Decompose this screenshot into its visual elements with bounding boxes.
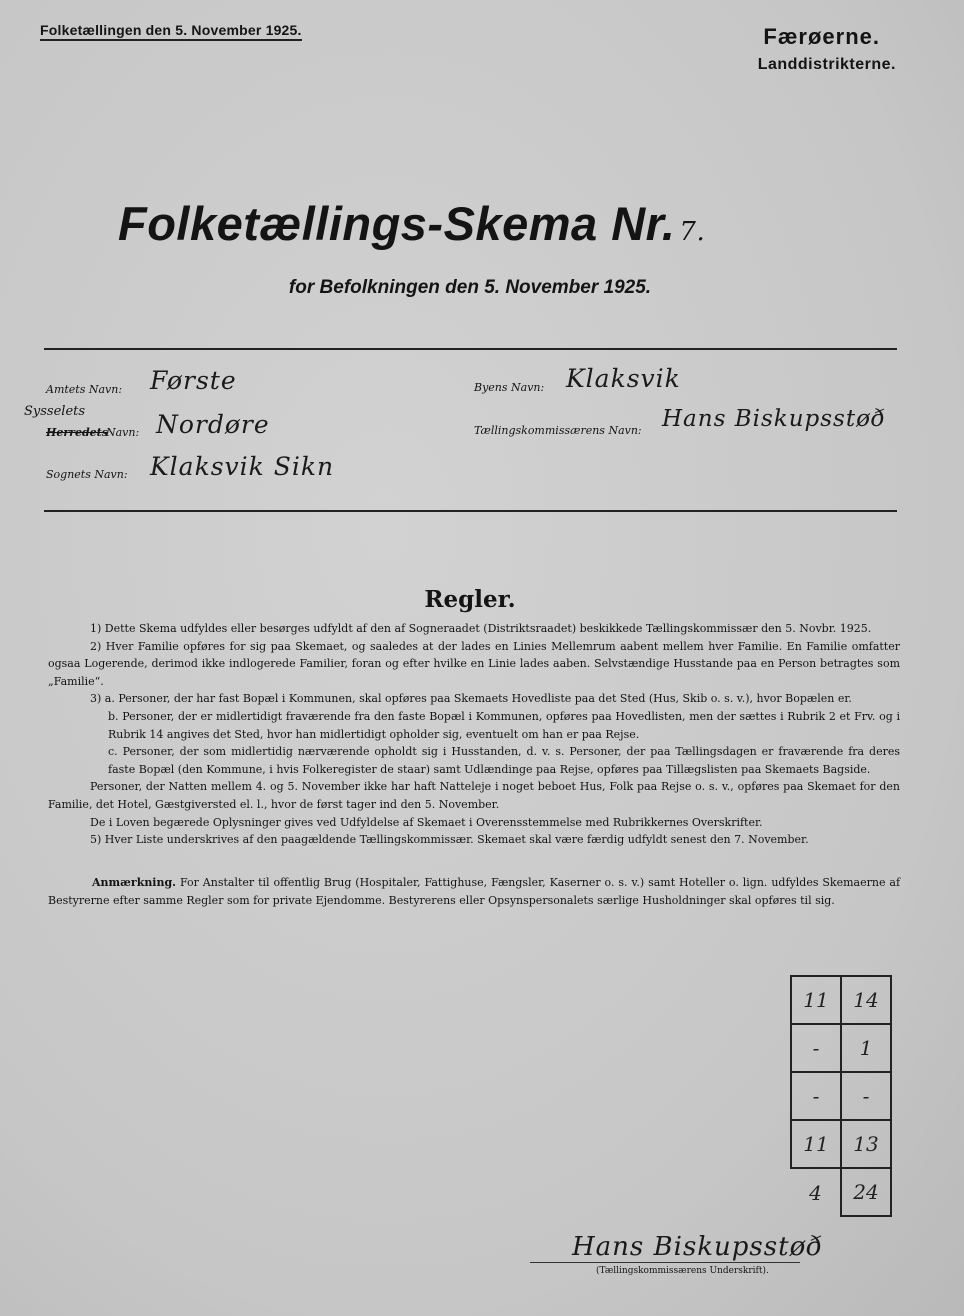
commissioner-signature: Hans Biskupsstøð: [572, 1232, 823, 1262]
herred-struck-label: Herredets: [46, 426, 108, 439]
rule-item: 3) a. Personer, der har fast Bopæl i Kommunen, skal opføres paa Skemaets Hovedliste paa det Sted (Hus, Skib o. s. v.), hvor Bopælen er.: [90, 692, 852, 706]
tally-row: [791, 976, 891, 1024]
sogn-value: Klaksvik Sikn: [150, 452, 335, 481]
tally-cell: -: [791, 1024, 841, 1072]
tally-cell: 11: [791, 976, 841, 1024]
tally-row: [791, 1120, 891, 1168]
rule-item: c. Personer, der som midlertidig nærværende opholdt sig i Husstanden, d. v. s. Personer, der paa Tællingsdagen er fraværende fra deres faste Bopæl (den Kommune, i hvis Folkeregister de staar) samt Udlændinge paa Rejse, opføres paa Tillægslisten paa Skemaets Bagside.: [108, 745, 900, 776]
census-date-header: Folketællingen den 5. November 1925.: [40, 22, 302, 41]
form-title: [118, 196, 705, 251]
annotation-label: Anmærkning.: [92, 876, 177, 889]
amt-value: Første: [150, 366, 237, 395]
region-title: Færøerne.: [763, 24, 880, 49]
tally-cell: 4: [809, 1180, 822, 1205]
rule-item: 5) Hver Liste underskrives af den paagældende Tællingskommissær. Skemaet skal være færdig udfyldt senest den 7. November.: [90, 833, 809, 847]
rule-item: De i Loven begærede Oplysninger gives ved Udfyldelse af Skemaet i Overensstemmelse med Rubrikkernes Overskrifter.: [90, 815, 763, 829]
fields-divider: [44, 510, 897, 512]
kommissaer-value: Hans Biskupsstøð: [662, 406, 886, 432]
form-subtitle: for Befolkningen den 5. November 1925.: [288, 277, 652, 298]
annotation-note: [48, 874, 900, 909]
tally-table: [790, 975, 892, 1217]
rule-item: 2) Hver Familie opføres for sig paa Skemaet, og saaledes at der lades en Linies Mellemrum aabent mellem hver Familie. En Familie omfatter ogsaa Logerende, derimod ikke indlogerede Familier, foran og efter hvilke en Linie lades aaben. Selvstændige Husstande paa en Person betragtes som „Familie“.: [48, 639, 900, 688]
rule-item: Personer, der Natten mellem 4. og 5. November ikke har haft Natteleje i noget beboet Hus, Folk paa Rejse o. s. v., opføres paa Skemaet for den Familie, det Hotel, Gæstgiversted el. l., hvor de først tager ind den 5. November.: [48, 780, 900, 811]
tally-row: [791, 1168, 891, 1216]
tally-cell: 14: [841, 976, 891, 1024]
annotation-text: For Anstalter til offentlig Brug (Hospitaler, Fattighuse, Fængsler, Kaserner o. s. v.) samt Hoteller o. lign. udfyldes Skemaerne af Bestyrerne efter samme Regler som for private Ejendomme. Bestyrerens eller Opsynspersonalets særlige Husholdninger skal opføres til sig.: [48, 876, 901, 907]
herred-label: Navn:: [106, 426, 140, 439]
sogn-label: Sognets Navn:: [46, 468, 128, 481]
tally-cell: 24: [841, 1168, 891, 1216]
tally-cell: 1: [841, 1024, 891, 1072]
region-subtitle: Landdistrikterne.: [757, 56, 896, 73]
rule-item: b. Personer, der er midlertidigt fraværende fra den faste Bopæl i Kommunen, opføres paa Hovedlisten, men der sættes i Rubrik 2 et Frv. og i Rubrik 14 angives det Sted, hvor han midlertidigt opholder sig, eventuelt om han er paa Rejse.: [108, 709, 900, 741]
tally-box: [790, 975, 892, 1217]
by-label: Byens Navn:: [474, 381, 545, 394]
rules-list: [48, 620, 900, 849]
tally-row: [791, 1024, 891, 1072]
tally-cell: 13: [841, 1120, 891, 1168]
amt-label: Amtets Navn:: [46, 383, 123, 396]
by-value: Klaksvik: [566, 364, 681, 393]
tally-cell: 11: [791, 1120, 841, 1168]
tally-cell: -: [841, 1072, 891, 1120]
top-divider: [44, 348, 897, 350]
signature-caption: (Tællingskommissærens Underskrift).: [596, 1266, 769, 1276]
rule-item: 1) Dette Skema udfyldes eller besørges udfyldt af den af Sogneraadet (Distriktsraadet) beskikkede Tællingskommissær den 5. Novbr. 1925.: [90, 622, 872, 635]
kommissaer-label: Tællingskommissærens Navn:: [474, 424, 642, 437]
tally-cell: -: [791, 1072, 841, 1120]
signature-line: [530, 1262, 800, 1263]
herred-value: Nordøre: [156, 410, 270, 439]
form-title-text: Folketællings-Skema Nr.: [118, 197, 676, 250]
tally-row: [791, 1072, 891, 1120]
rules-heading: Regler.: [424, 586, 516, 613]
form-number: 7.: [679, 217, 706, 247]
sysselets-prefix: Sysselets: [24, 404, 86, 419]
